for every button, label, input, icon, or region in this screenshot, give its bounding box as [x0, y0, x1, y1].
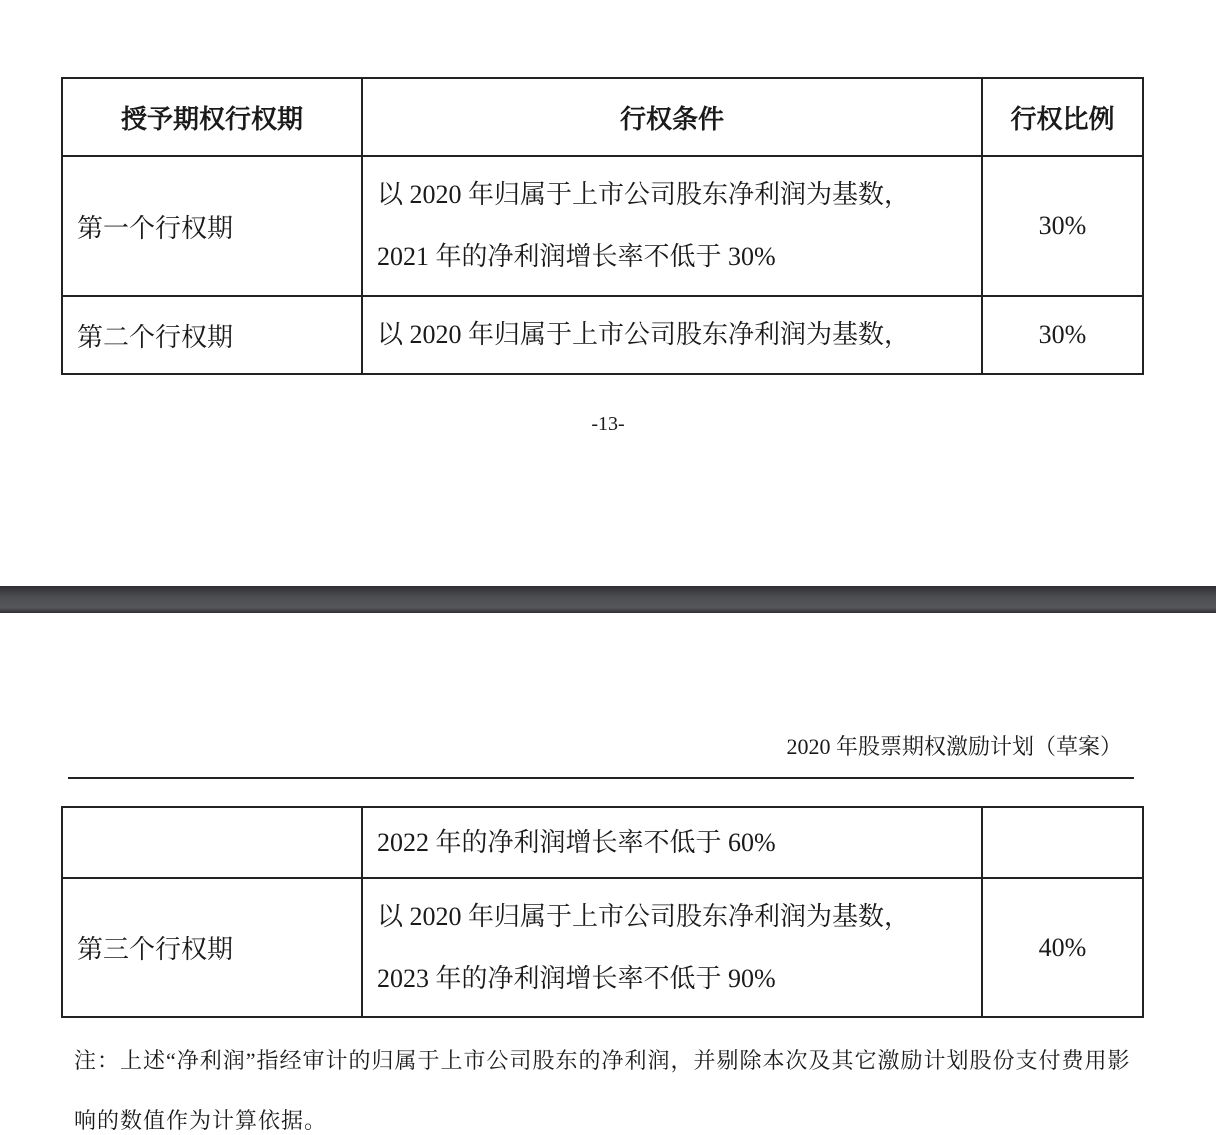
period-cell: [62, 807, 362, 878]
note-line: 注：上述“净利润”指经审计的归属于上市公司股东的净利润，并剔除本次及其它激励计划股份支付费用影: [74, 1048, 1131, 1073]
table-row: [62, 156, 1143, 296]
condition-cell: [362, 807, 982, 878]
condition-cell: [362, 156, 982, 296]
condition-line: 以 2020 年归属于上市公司股东净利润为基数，: [377, 320, 911, 349]
header-ratio: 行权比例: [982, 78, 1143, 156]
table-row: [62, 296, 1143, 374]
table-row: [62, 807, 1143, 878]
condition-cell: [362, 296, 982, 374]
exercise-table-page1: [61, 77, 1144, 375]
note-line: 响的数值作为计算依据。: [74, 1108, 328, 1133]
condition-line: 2023 年的净利润增长率不低于 90%: [377, 963, 776, 993]
page-separator: [0, 586, 1216, 613]
period-cell: 第一个行权期: [62, 156, 362, 296]
period-cell: 第三个行权期: [62, 878, 362, 1017]
condition-line: 以 2020 年归属于上市公司股东净利润为基数，: [377, 901, 911, 931]
table-row: [62, 878, 1143, 1017]
condition-line: 以 2020 年归属于上市公司股东净利润为基数，: [377, 180, 911, 209]
ratio-cell: 30%: [982, 296, 1143, 374]
condition-line: 2022 年的净利润增长率不低于 60%: [377, 827, 776, 857]
table-header-row: [62, 78, 1143, 156]
header-rule: [68, 777, 1134, 779]
condition-cell: [362, 878, 982, 1017]
page-number: -13-: [591, 413, 625, 435]
page-header-title: 2020 年股票期权激励计划（草案）: [786, 734, 1122, 759]
period-cell: 第二个行权期: [62, 296, 362, 374]
exercise-table-page2: [61, 806, 1144, 1018]
header-condition: 行权条件: [362, 78, 982, 156]
ratio-cell: 40%: [982, 878, 1143, 1017]
condition-line: 2021 年的净利润增长率不低于 30%: [377, 242, 776, 271]
ratio-cell: 30%: [982, 156, 1143, 296]
ratio-cell: [982, 807, 1143, 878]
header-period: 授予期权行权期: [62, 78, 362, 156]
